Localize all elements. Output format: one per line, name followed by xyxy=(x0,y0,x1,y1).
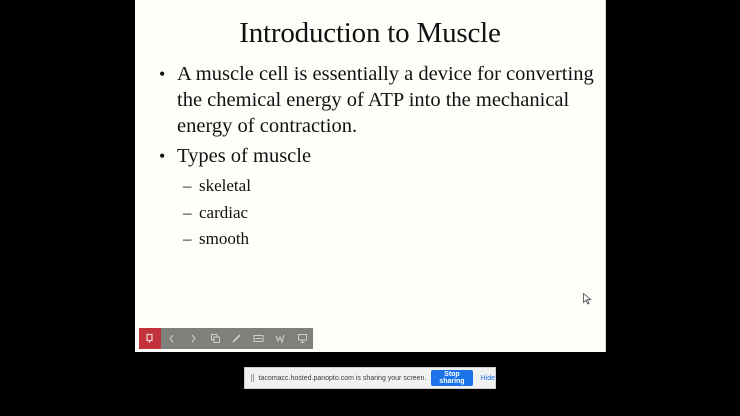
sub-marker: – xyxy=(183,229,192,248)
pen-icon xyxy=(231,333,242,344)
slide-title: Introduction to Muscle xyxy=(239,17,501,49)
display-icon xyxy=(297,333,308,344)
sub-item xyxy=(183,226,599,253)
laser-icon xyxy=(275,333,286,344)
sub-text: skeletal xyxy=(199,176,251,195)
slides-icon xyxy=(210,333,221,344)
chevron-right-icon xyxy=(188,333,199,344)
next-slide-button[interactable] xyxy=(183,328,205,349)
bullet-item xyxy=(159,61,599,139)
hide-button[interactable]: Hide xyxy=(480,374,495,382)
presenter-toolbar xyxy=(139,328,313,349)
slides-button[interactable] xyxy=(204,328,226,349)
stop-sharing-button[interactable]: Stop sharing xyxy=(431,370,472,386)
pen-button[interactable] xyxy=(226,328,248,349)
share-message: tacomacc.hosted.panopto.com is sharing your screen. xyxy=(258,374,427,382)
record-icon xyxy=(144,333,155,344)
bullet-text: A muscle cell is essentially a device for converting the chemical energy of ATP into the mechanical energy of contraction. xyxy=(177,63,594,137)
sub-item xyxy=(183,200,599,227)
sub-text: cardiac xyxy=(199,202,249,222)
presentation-slide xyxy=(135,0,606,352)
bullet-text: Types of muscle xyxy=(177,145,312,167)
record-button[interactable] xyxy=(139,328,161,349)
sub-list xyxy=(159,173,599,253)
bullet-marker: • xyxy=(159,146,166,166)
drag-handle-icon[interactable] xyxy=(251,374,254,382)
sub-item xyxy=(183,173,599,200)
sub-marker: – xyxy=(183,176,192,195)
laser-button[interactable] xyxy=(270,328,292,349)
sub-marker: – xyxy=(183,202,192,222)
sub-text: smooth xyxy=(199,229,250,248)
previous-slide-button[interactable] xyxy=(161,328,183,349)
subtitles-button[interactable] xyxy=(248,328,270,349)
screen-share-notification xyxy=(244,367,496,389)
subtitles-icon xyxy=(253,333,264,344)
bullet-item xyxy=(159,143,599,169)
bullet-marker: • xyxy=(159,64,166,84)
bullet-list xyxy=(159,61,599,253)
chevron-left-icon xyxy=(166,333,177,344)
display-button[interactable] xyxy=(291,328,313,349)
mouse-cursor-icon xyxy=(583,293,592,305)
